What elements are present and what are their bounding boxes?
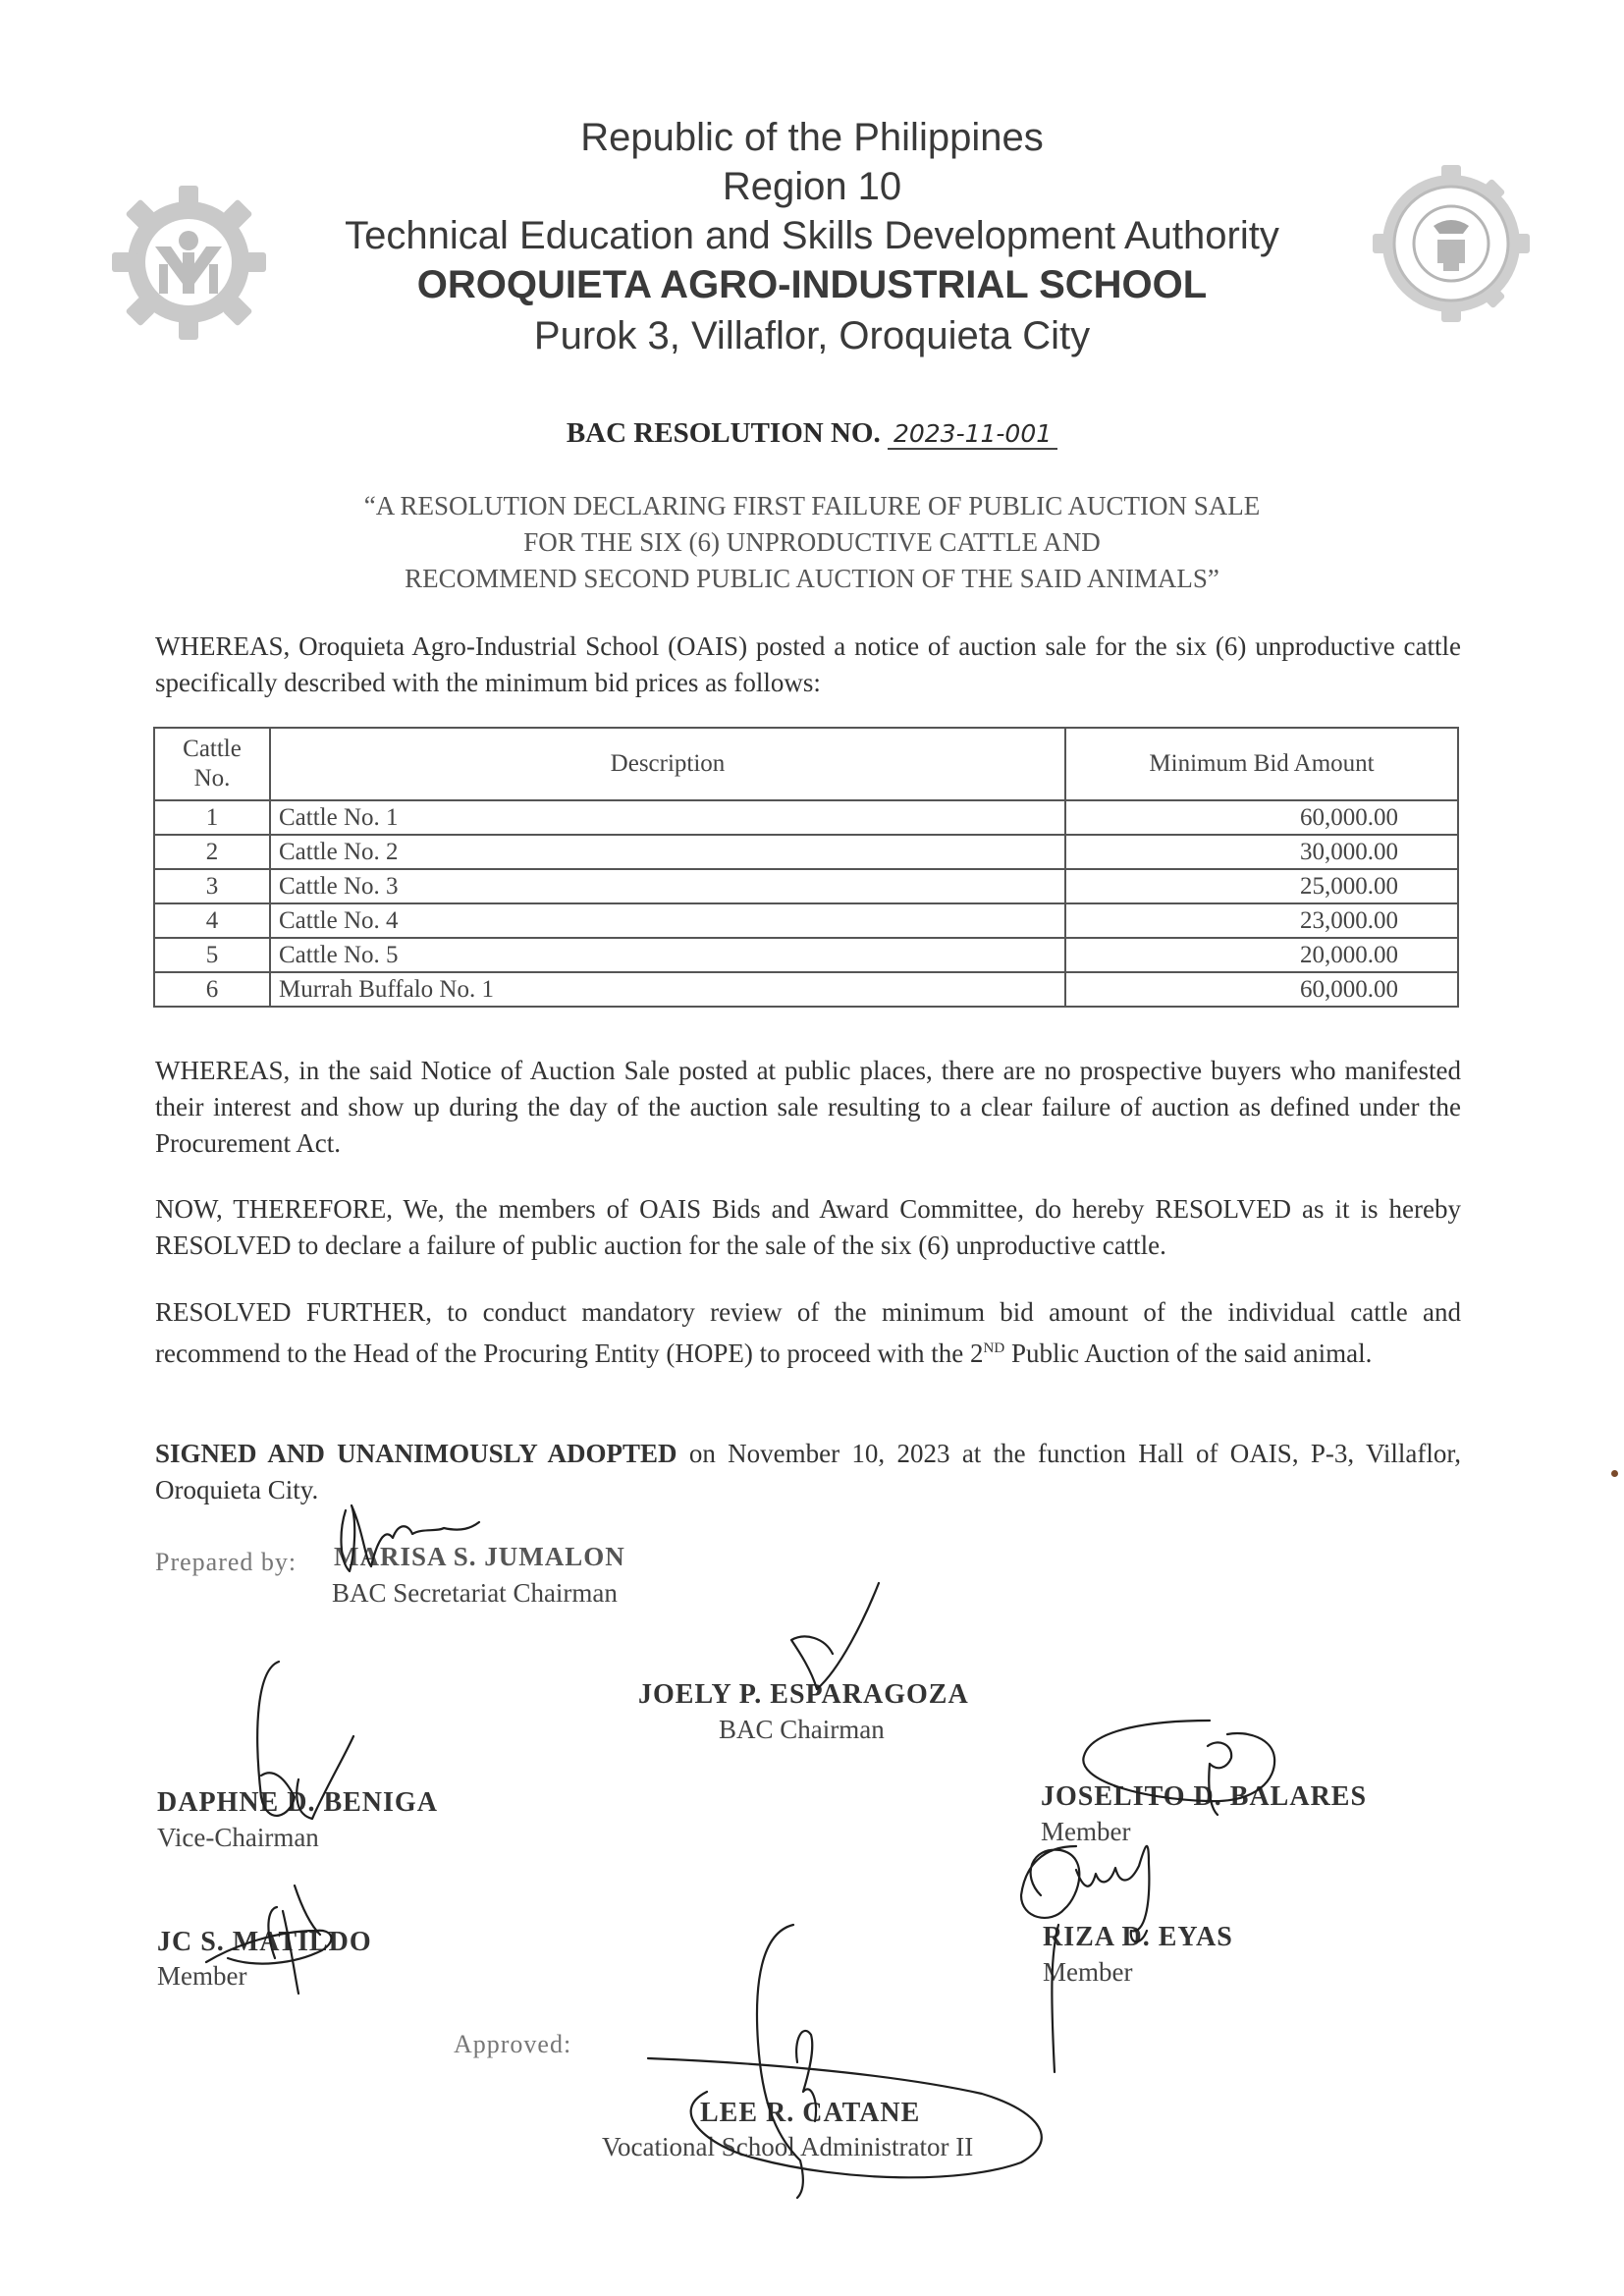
row-number: 3	[154, 869, 270, 903]
row-number: 5	[154, 938, 270, 972]
row-description: Cattle No. 3	[270, 869, 1065, 903]
row-description: Cattle No. 1	[270, 800, 1065, 835]
resolution-label: BAC RESOLUTION NO.	[566, 417, 881, 449]
row-amount: 23,000.00	[1065, 903, 1458, 938]
row-number: 1	[154, 800, 270, 835]
member-eyas-name: RIZA D. EYAS	[1043, 1922, 1233, 1952]
signature-matildo	[206, 1886, 331, 1994]
row-amount: 25,000.00	[1065, 869, 1458, 903]
header-school-name: OROQUIETA AGRO-INDUSTRIAL SCHOOL	[416, 263, 1208, 306]
row-amount: 60,000.00	[1065, 972, 1458, 1007]
header-republic: Republic of the Philippines	[580, 116, 1044, 159]
secretariat-name: MARISA S. JUMALON	[334, 1542, 625, 1571]
administrator-name: LEE R. CATANE	[700, 2098, 921, 2128]
header-agency: Technical Education and Skills Development Authority	[345, 214, 1279, 257]
member-balares-name: JOSELITO D. BALARES	[1041, 1781, 1368, 1812]
header-region: Region 10	[722, 165, 902, 208]
header-address: Purok 3, Villaflor, Oroquieta City	[533, 314, 1091, 357]
administrator-role: Vocational School Administrator II	[602, 2132, 974, 2161]
whereas-paragraph-1: WHEREAS, Oroquieta Agro-Industrial School (OAIS) posted a notice of auction sale for the six (6) unproductive cattle specifically described with the minimum bid prices as follows:	[155, 631, 1461, 697]
row-number: 4	[154, 903, 270, 938]
signature-esparagoza	[791, 1583, 879, 1689]
signature-catane	[648, 1925, 1042, 2198]
prepared-by-label: Prepared by:	[155, 1548, 298, 1576]
row-amount: 30,000.00	[1065, 835, 1458, 869]
header-cattle-no: Cattle No.	[154, 728, 270, 800]
signed-adopted-heading: SIGNED AND UNANIMOUSLY ADOPTED	[155, 1439, 677, 1468]
caption-line-1: “A RESOLUTION DECLARING FIRST FAILURE OF PUBLIC AUCTION SALE	[363, 491, 1261, 520]
row-amount: 20,000.00	[1065, 938, 1458, 972]
header-min-bid: Minimum Bid Amount	[1065, 728, 1458, 800]
resolution-number: 2023-11-001	[888, 419, 1057, 450]
ordinal-superscript: ND	[983, 1340, 1005, 1356]
member-matildo-role: Member	[157, 1961, 247, 1991]
member-balares-role: Member	[1041, 1817, 1131, 1846]
vice-chairman-role: Vice-Chairman	[157, 1823, 319, 1852]
chairman-role: BAC Chairman	[719, 1715, 885, 1744]
secretariat-role: BAC Secretariat Chairman	[332, 1578, 618, 1608]
row-amount: 60,000.00	[1065, 800, 1458, 835]
caption-line-3: RECOMMEND SECOND PUBLIC AUCTION OF THE SAID ANIMALS”	[405, 564, 1219, 593]
signature-jumalon	[341, 1505, 479, 1571]
member-eyas-role: Member	[1043, 1957, 1133, 1987]
signature-beniga	[257, 1662, 353, 1819]
vice-chairman-name: DAPHNE D. BENIGA	[157, 1787, 438, 1818]
approved-label: Approved:	[454, 2030, 572, 2058]
signed-adopted-text: on November 10, 2023 at the function Hall of OAIS, P-3, Villaflor, Oroquieta City.	[155, 1439, 1461, 1504]
member-matildo-name: JC S. MATILDO	[157, 1927, 372, 1957]
row-description: Cattle No. 2	[270, 835, 1065, 869]
header-description: Description	[270, 728, 1065, 800]
resolved-further-text: RESOLVED FURTHER, to conduct mandatory review of the minimum bid amount of the individual cattle and recommend to the Head of the Procuring Entity (HOPE) to proceed with the 2	[155, 1297, 1461, 1368]
caption-line-2: FOR THE SIX (6) UNPRODUCTIVE CATTLE AND	[523, 527, 1101, 557]
row-description: Cattle No. 4	[270, 903, 1065, 938]
row-number: 2	[154, 835, 270, 869]
now-therefore-paragraph: NOW, THEREFORE, We, the members of OAIS Bids and Award Committee, do hereby RESOLVED as it is hereby RESOLVED to declare a failure of public auction for the sale of the six (6) unproductive cattle.	[155, 1194, 1461, 1260]
resolved-further-text-end: Public Auction of the said animal.	[1004, 1339, 1373, 1368]
signature-eyas	[1021, 1846, 1149, 2072]
signature-balares	[1083, 1721, 1274, 1815]
row-description: Murrah Buffalo No. 1	[270, 972, 1065, 1007]
whereas-paragraph-2: WHEREAS, in the said Notice of Auction Sale posted at public places, there are no prospective buyers who manifested their interest and show up during the day of the auction sale resulting to a clear failure of auction as defined under the Procurement Act.	[155, 1056, 1461, 1158]
chairman-name: JOELY P. ESPARAGOZA	[638, 1679, 969, 1710]
row-description: Cattle No. 5	[270, 938, 1065, 972]
row-number: 6	[154, 972, 270, 1007]
